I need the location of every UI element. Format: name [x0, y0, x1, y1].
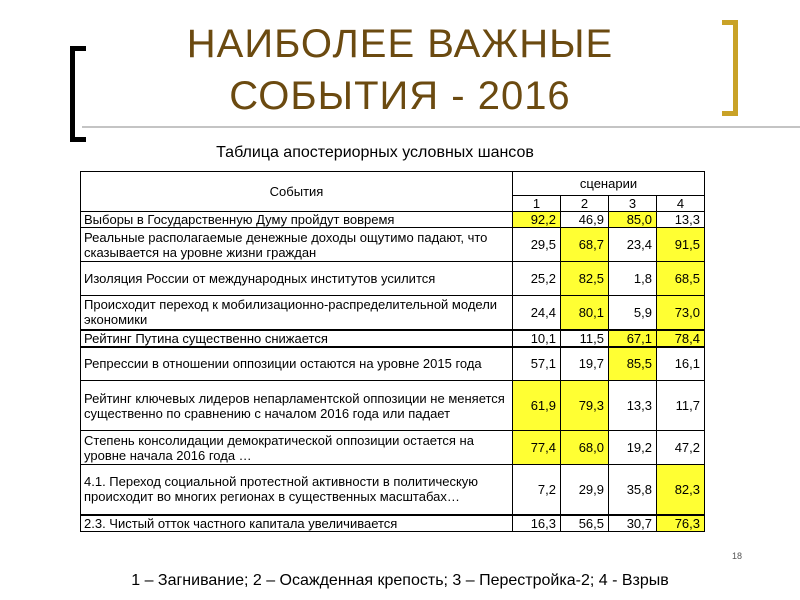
- event-cell: Рейтинг Путина существенно снижается: [81, 330, 513, 347]
- value-cell: 35,8: [609, 465, 657, 515]
- event-cell: Степень консолидации демократической оппозиции остается на уровне начала 2016 года …: [81, 431, 513, 465]
- value-cell: 24,4: [513, 296, 561, 330]
- value-cell: 25,2: [513, 262, 561, 296]
- value-cell: 11,5: [561, 330, 609, 347]
- event-cell: Изоляция России от международных институтов усилится: [81, 262, 513, 296]
- scenario-number: 4: [657, 196, 705, 212]
- value-cell: 19,7: [561, 347, 609, 381]
- value-cell: 68,5: [657, 262, 705, 296]
- scenario-number: 2: [561, 196, 609, 212]
- table-caption: Таблица апостериорных условных шансов: [216, 144, 534, 161]
- value-cell: 16,1: [657, 347, 705, 381]
- value-cell: 67,1: [609, 330, 657, 347]
- value-cell: 30,7: [609, 515, 657, 532]
- event-cell: 4.1. Переход социальной протестной активности в политическую происходит во многих регионах в существенных масштабах…: [81, 465, 513, 515]
- value-cell: 77,4: [513, 431, 561, 465]
- value-cell: 68,0: [561, 431, 609, 465]
- slide-title-line2: СОБЫТИЯ - 2016: [229, 74, 571, 118]
- scenario-legend: 1 – Загнивание; 2 – Осажденная крепость; 3 – Перестройка-2; 4 - Взрыв: [131, 572, 669, 589]
- value-cell: 79,3: [561, 381, 609, 431]
- table-row: [81, 330, 705, 347]
- scenarios-header: сценарии: [513, 172, 705, 196]
- events-header: События: [81, 172, 513, 212]
- value-cell: 56,5: [561, 515, 609, 532]
- value-cell: 82,5: [561, 262, 609, 296]
- table-row: [81, 228, 705, 262]
- value-cell: 29,9: [561, 465, 609, 515]
- value-cell: 47,2: [657, 431, 705, 465]
- value-cell: 1,8: [609, 262, 657, 296]
- value-cell: 85,5: [609, 347, 657, 381]
- value-cell: 68,7: [561, 228, 609, 262]
- table-row: [81, 515, 705, 532]
- event-cell: Репрессии в отношении оппозиции остаются на уровне 2015 года: [81, 347, 513, 381]
- table-row: [81, 465, 705, 515]
- value-cell: 76,3: [657, 515, 705, 532]
- value-cell: 61,9: [513, 381, 561, 431]
- title-divider: [82, 126, 800, 128]
- event-cell: Происходит переход к мобилизационно-распределительной модели экономики: [81, 296, 513, 330]
- table-row: [81, 431, 705, 465]
- value-cell: 57,1: [513, 347, 561, 381]
- value-cell: 46,9: [561, 212, 609, 228]
- slide-title: [110, 18, 690, 122]
- value-cell: 29,5: [513, 228, 561, 262]
- conditional-odds-table: [80, 171, 705, 532]
- value-cell: 78,4: [657, 330, 705, 347]
- event-cell: Рейтинг ключевых лидеров непарламентской оппозиции не меняется существенно по сравнению с началом 2016 года или падает: [81, 381, 513, 431]
- value-cell: 10,1: [513, 330, 561, 347]
- value-cell: 7,2: [513, 465, 561, 515]
- slide-title-line1: НАИБОЛЕЕ ВАЖНЫЕ: [186, 22, 614, 66]
- value-cell: 80,1: [561, 296, 609, 330]
- value-cell: 19,2: [609, 431, 657, 465]
- table-row: [81, 262, 705, 296]
- value-cell: 73,0: [657, 296, 705, 330]
- table-row: [81, 347, 705, 381]
- table-row: [81, 381, 705, 431]
- value-cell: 82,3: [657, 465, 705, 515]
- value-cell: 91,5: [657, 228, 705, 262]
- value-cell: 13,3: [657, 212, 705, 228]
- value-cell: 85,0: [609, 212, 657, 228]
- value-cell: 5,9: [609, 296, 657, 330]
- event-cell: Реальные располагаемые денежные доходы ощутимо падают, что сказывается на уровне жизни граждан: [81, 228, 513, 262]
- table-row: [81, 296, 705, 330]
- scenario-number: 3: [609, 196, 657, 212]
- value-cell: 16,3: [513, 515, 561, 532]
- value-cell: 11,7: [657, 381, 705, 431]
- page-number: 18: [732, 551, 743, 561]
- scenario-number: 1: [513, 196, 561, 212]
- table-row: [81, 212, 705, 228]
- event-cell: 2.3. Чистый отток частного капитала увеличивается: [81, 515, 513, 532]
- right-bracket-decoration: [722, 20, 738, 116]
- value-cell: 23,4: [609, 228, 657, 262]
- value-cell: 13,3: [609, 381, 657, 431]
- value-cell: 92,2: [513, 212, 561, 228]
- event-cell: Выборы в Государственную Думу пройдут вовремя: [81, 212, 513, 228]
